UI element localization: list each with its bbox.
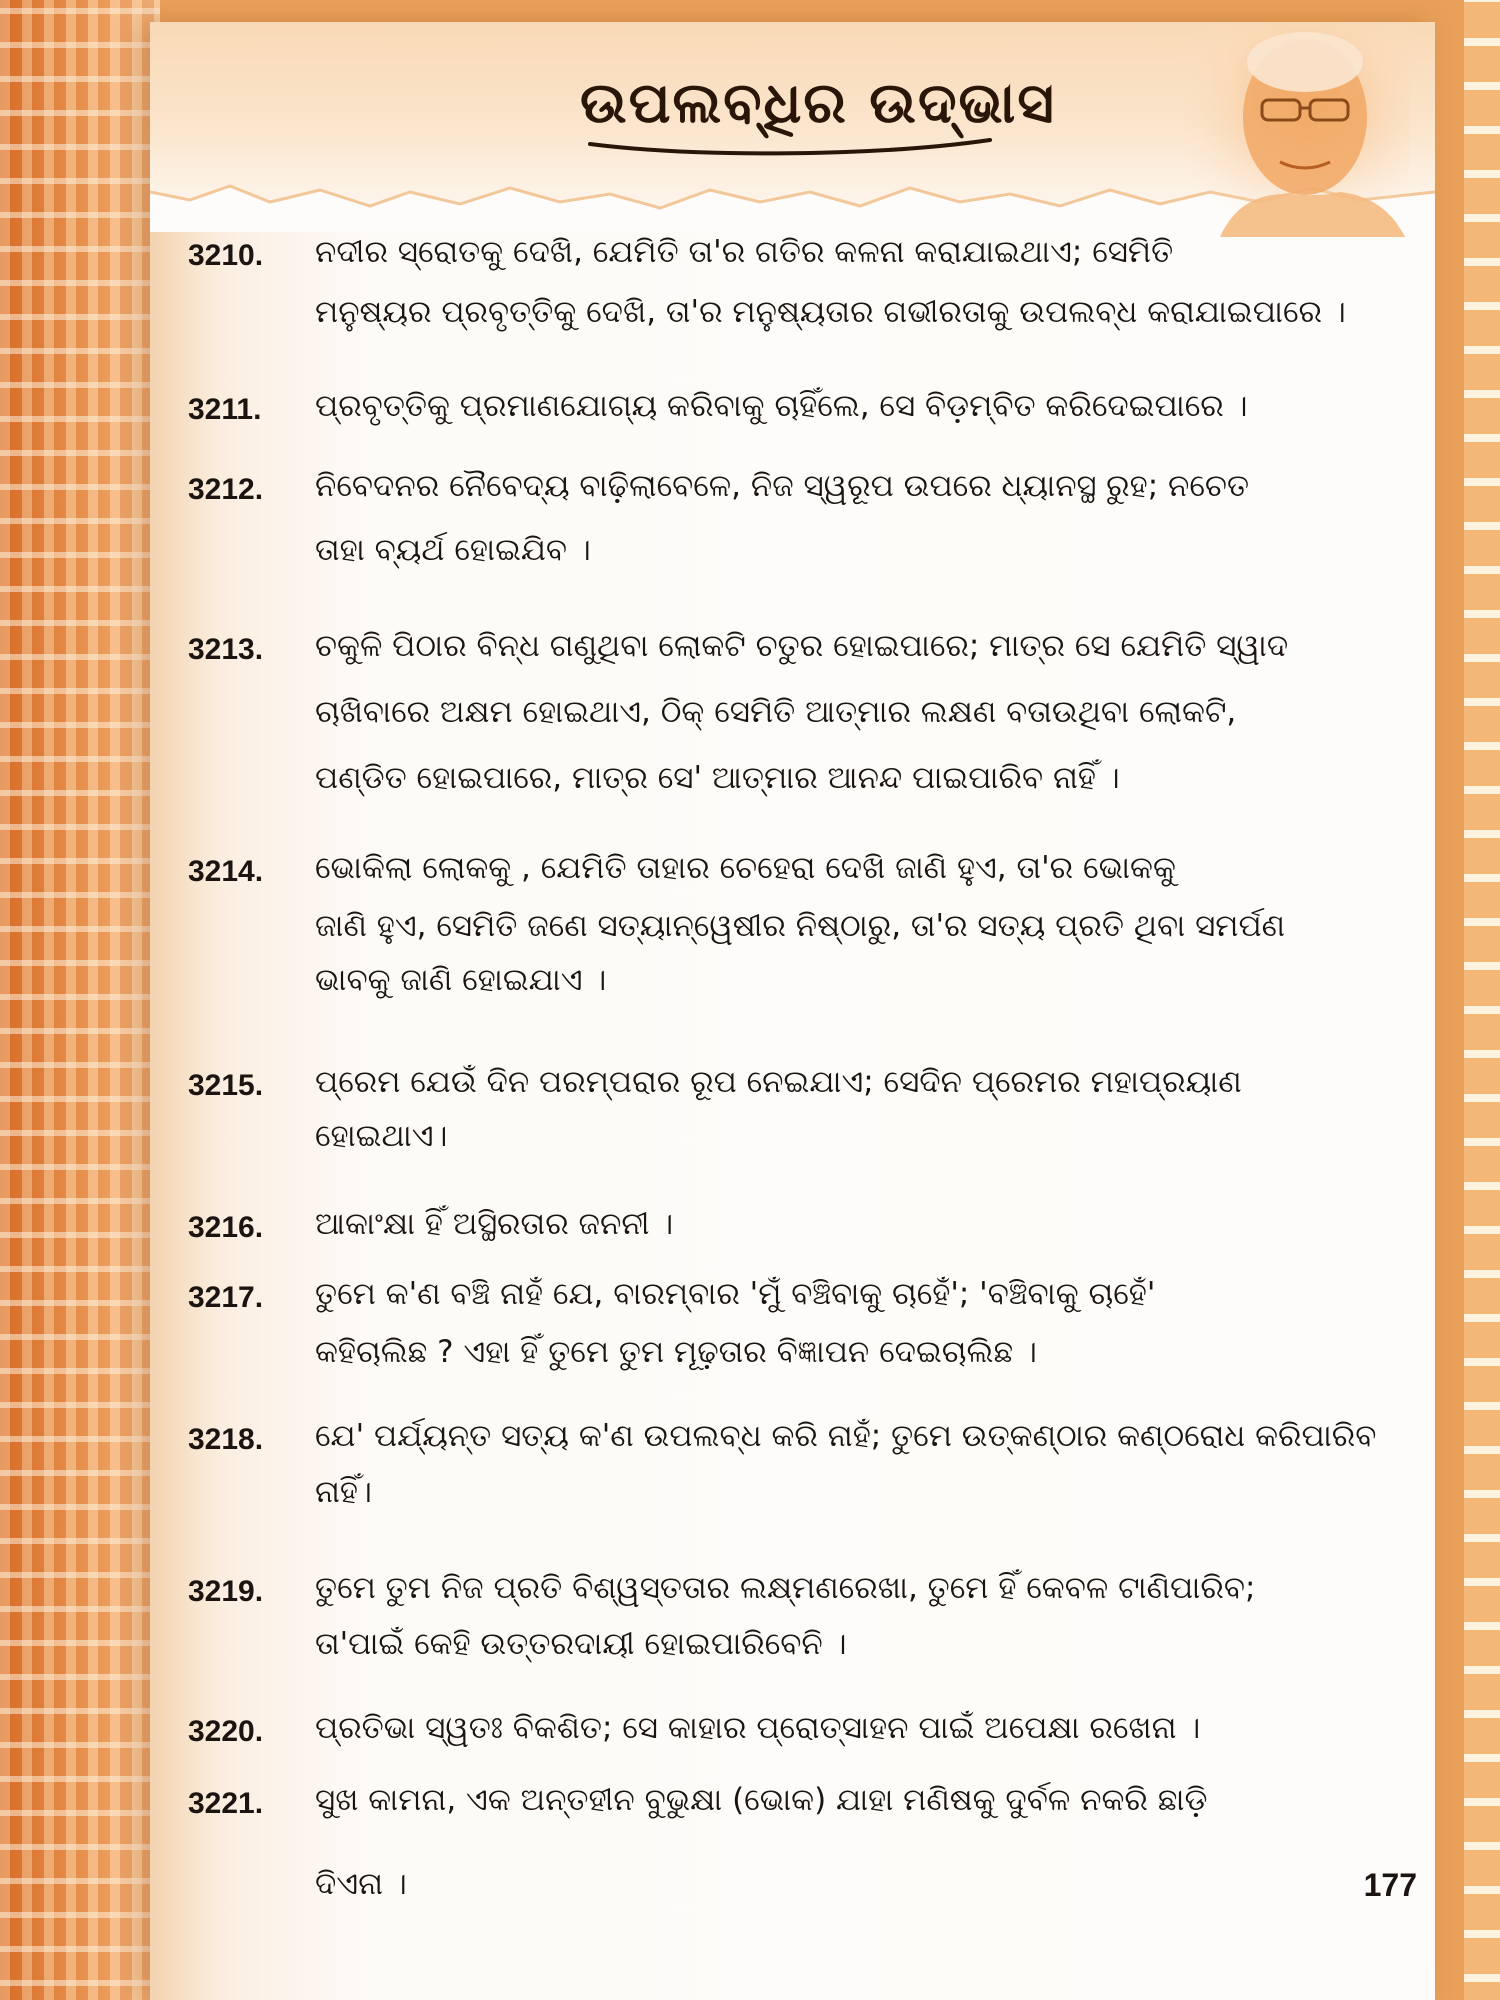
entry-text-line: ପଣ୍ଡିତ ହୋଇପାରେ, ମାତ୍ର ସେ' ଆତ୍ମାର ଆନନ୍ଦ ପାଇପାରିବ ନାହିଁ ।	[315, 760, 1120, 796]
page-number: 177	[1363, 1867, 1417, 1903]
title-flourish	[580, 134, 1000, 162]
entry-number: 3216.	[188, 1211, 264, 1244]
entry-text-line: ତୁମେ ତୁମ ନିଜ ପ୍ରତି ବିଶ୍ୱସ୍ତତାର ଲକ୍ଷ୍ମଣରେଖା, ତୁମେ ହିଁ କେବଳ ଟାଣିପାରିବ;	[315, 1570, 1256, 1606]
entry-number: 3212.	[188, 473, 264, 506]
entry-text-line: ଭାବକୁ ଜାଣି ହୋଇଯାଏ ।	[315, 962, 607, 998]
entry-text-line: ଚକୁଳି ପିଠାର ବିନ୍ଧ ଗଣୁଥିବା ଲୋକଟି ଚତୁର ହୋଇପାରେ; ମାତ୍ର ସେ ଯେମିତି ସ୍ୱାଦ	[315, 628, 1289, 664]
portrait-photo	[1180, 22, 1410, 237]
entry-text-line: ଆକାଂକ୍ଷା ହିଁ ଅସ୍ଥିରତାର ଜନନୀ ।	[315, 1206, 674, 1242]
entry-text-line: ଚାଖିବାରେ ଅକ୍ଷମ ହୋଇଥାଏ, ଠିକ୍ ସେମିତି ଆତ୍ମାର ଲକ୍ଷଣ ବତାଉଥିବା ଲୋକଟି,	[315, 694, 1237, 730]
cloth-background-left	[0, 0, 160, 2000]
entry-text-line: ଦିଏନା ।	[315, 1866, 407, 1902]
book-title: ଉପଲବ୍ଧିର ଉଦ୍ଭାସ	[580, 70, 1056, 136]
entry-text-line: ସୁଖ କାମନା, ଏକ ଅନ୍ତହୀନ ବୁଭୁକ୍ଷା (ଭୋକ) ଯାହା ମଣିଷକୁ ଦୁର୍ବଳ ନକରି ଛାଡ଼ି	[315, 1782, 1208, 1818]
entry-text-line: ଭୋକିଲା ଲୋକକୁ , ଯେମିତି ତାହାର ଚେହେରା ଦେଖି ଜାଣି ହୁଏ, ତା'ର ଭୋକକୁ	[315, 850, 1176, 886]
entry-text-line: ନଦୀର ସ୍ରୋତକୁ ଦେଖି, ଯେମିତି ତା'ର ଗତିର କଳନା କରାଯାଇଥାଏ; ସେମିତି	[315, 234, 1174, 270]
entry-text-line: ତାହା ବ୍ୟର୍ଥ ହୋଇଯିବ ।	[315, 532, 591, 568]
entry-number: 3220.	[188, 1715, 264, 1748]
entry-number: 3214.	[188, 855, 264, 888]
entry-number: 3210.	[188, 239, 264, 272]
entry-number: 3211.	[188, 393, 262, 426]
entry-text-line: ପ୍ରବୃତ୍ତିକୁ ପ୍ରମାଣଯୋଗ୍ୟ କରିବାକୁ ଚାହିଁଲେ, ସେ ବିଡ଼ମ୍ବିତ କରିଦେଇପାରେ ।	[315, 388, 1248, 424]
entry-number: 3219.	[188, 1575, 264, 1608]
entry-text-line: ନାହିଁ।	[315, 1474, 372, 1510]
entry-text-line: ନିବେଦନର ନୈବେଦ୍ୟ ବାଢ଼ିଲାବେଳେ, ନିଜ ସ୍ୱରୂପ ଉପରେ ଧ୍ୟାନସ୍ଥ ରୁହ; ନଚେତ	[315, 468, 1250, 504]
entry-text-line: କହିଚାଲିଛ ? ଏହା ହିଁ ତୁମେ ତୁମ ମୂଢ଼ତାର ବିଜ୍ଞାପନ ଦେଇଚାଲିଛ ।	[315, 1334, 1037, 1370]
book-page	[150, 22, 1435, 2000]
entry-text-line: ପ୍ରେମ ଯେଉଁ ଦିନ ପରମ୍ପରାର ରୂପ ନେଇଯାଏ; ସେଦିନ ପ୍ରେମର ମହାପ୍ରୟାଣ	[315, 1064, 1242, 1100]
entry-number: 3217.	[188, 1281, 264, 1314]
entry-text-line: ଜାଣି ହୁଏ, ସେମିତି ଜଣେ ସତ୍ୟାନ୍ୱେଷୀର ନିଷ୍ଠାରୁ, ତା'ର ସତ୍ୟ ପ୍ରତି ଥିବା ସମର୍ପଣ	[315, 908, 1286, 944]
entry-number: 3215.	[188, 1069, 264, 1102]
entry-text-line: ତା'ପାଇଁ କେହି ଉତ୍ତରଦାୟୀ ହୋଇପାରିବେନି ।	[315, 1626, 847, 1662]
entry-text-line: ମନୁଷ୍ୟର ପ୍ରବୃତ୍ତିକୁ ଦେଖି, ତା'ର ମନୁଷ୍ୟତାର ଗଭୀରତାକୁ ଉପଲବ୍ଧ କରାଯାଇପାରେ ।	[315, 294, 1346, 330]
entry-number: 3221.	[188, 1787, 264, 1820]
entry-text-line: ହୋଇଥାଏ।	[315, 1118, 448, 1154]
entry-text-line: ଯେ' ପର୍ଯ୍ୟନ୍ତ ସତ୍ୟ କ'ଣ ଉପଲବ୍ଧ କରି ନାହଁ; ତୁମେ ଉତ୍କଣ୍ଠାର କଣ୍ଠରୋଧ କରିପାରିବ	[315, 1418, 1377, 1454]
entry-text-line: ପ୍ରତିଭା ସ୍ୱତଃ ବିକଶିତ; ସେ କାହାର ପ୍ରୋତ୍ସାହନ ପାଇଁ ଅପେକ୍ଷା ରଖେନା ।	[315, 1710, 1201, 1746]
entry-number: 3218.	[188, 1423, 264, 1456]
cloth-background-right	[1464, 0, 1500, 2000]
entry-number: 3213.	[188, 633, 264, 666]
entry-text-line: ତୁମେ କ'ଣ ବଞ୍ଚି ନାହଁ ଯେ, ବାରମ୍ବାର 'ମୁଁ ବଞ୍ଚିବାକୁ ଚାହେଁ'; 'ବଞ୍ଚିବାକୁ ଚାହେଁ'	[315, 1276, 1156, 1312]
